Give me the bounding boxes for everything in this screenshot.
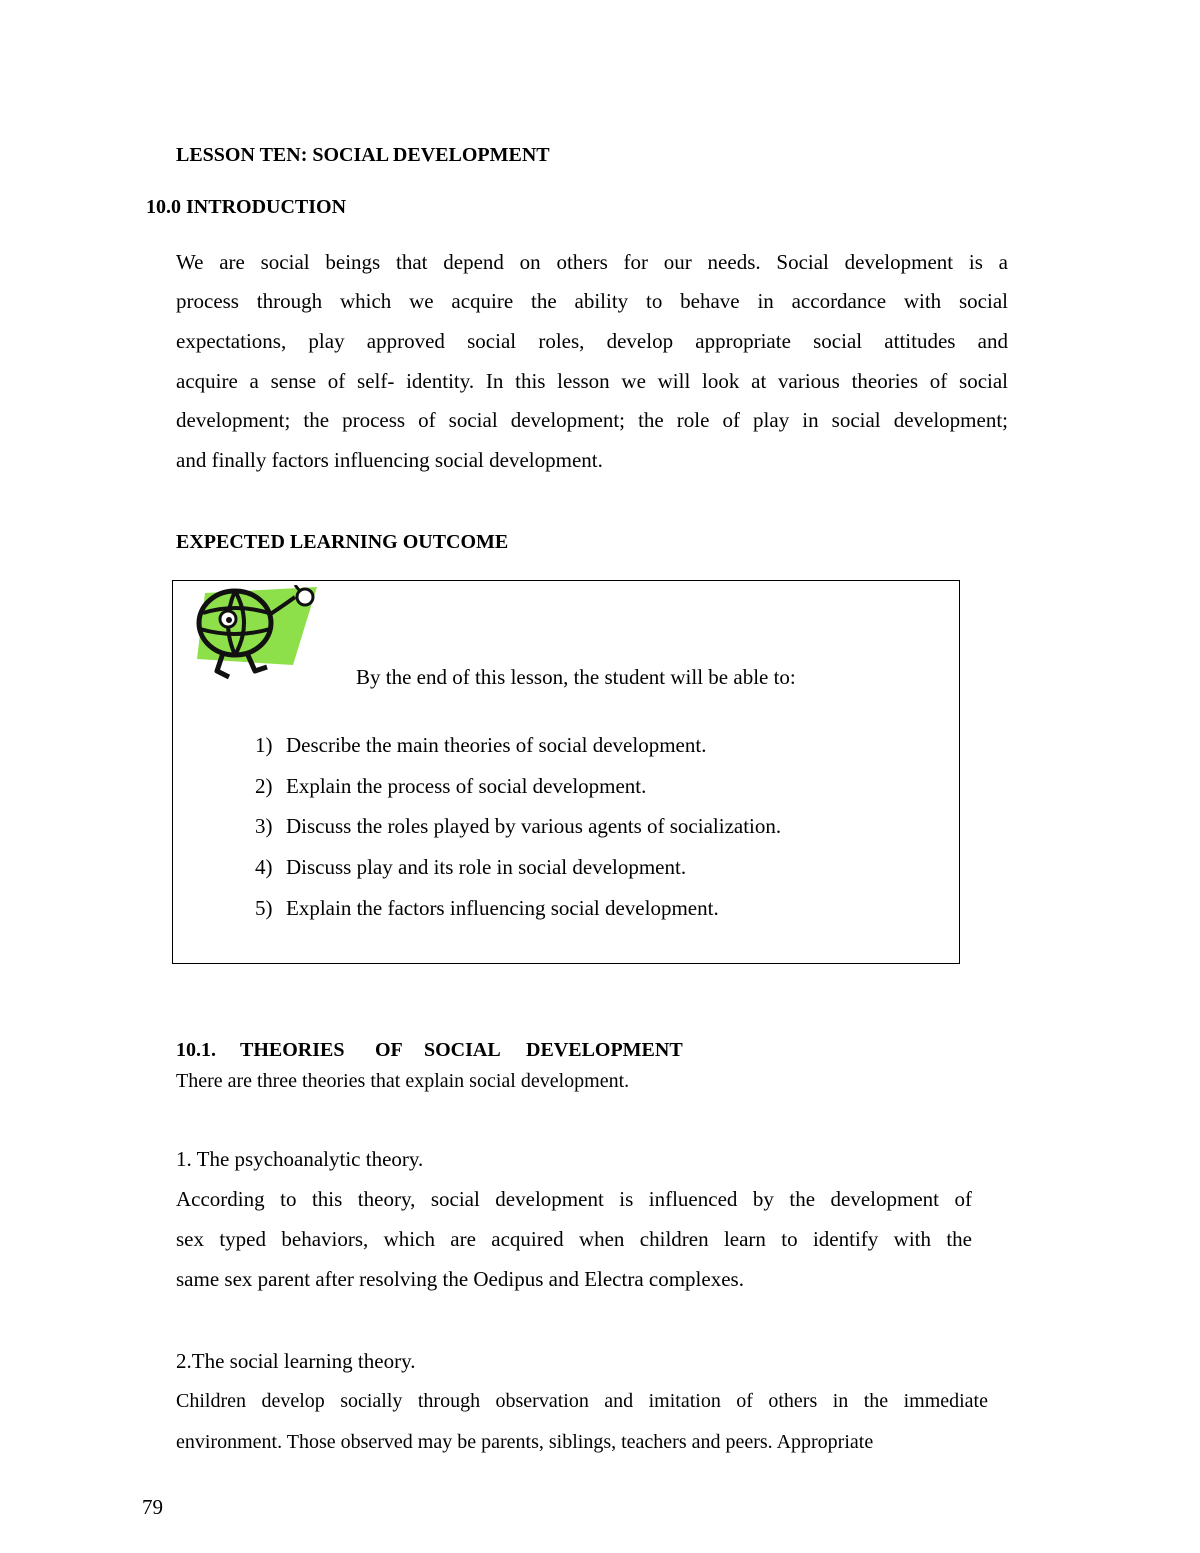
intro-line: acquire a sense of self- identity. In this lesson we will look at various theories of social [176,369,1008,393]
outcome-text: Discuss the roles played by various agents of socialization. [286,814,782,838]
social-learning-line: environment. Those observed may be parents, siblings, teachers and peers. Appropriate [176,1431,874,1453]
intro-line: expectations, play approved social roles, develop appropriate social attitudes and [176,329,1008,353]
mascot-hand [297,589,313,605]
outcome-item [255,733,955,759]
outcome-text: Explain the factors influencing social development. [286,896,719,920]
intro-line: development; the process of social development; the role of play in social development; [176,408,1008,432]
outcome-text: Explain the process of social development. [286,774,647,798]
psychoanalytic-line: sex typed behaviors, which are acquired when children learn to identify with the [176,1227,972,1251]
theories-heading-number: 10.1. [176,1039,216,1061]
outcome-number: 1) [255,733,273,757]
outcome-number: 3) [255,814,273,838]
outcomes-lead: By the end of this lesson, the student will be able to: [356,665,796,689]
globe-mascot-icon [195,585,325,685]
theories-heading-word: OF [375,1039,403,1061]
intro-heading: 10.0 INTRODUCTION [146,196,347,218]
outcome-item [255,896,955,922]
intro-line: and finally factors influencing social development. [176,448,603,472]
outcome-item [255,855,955,881]
outcomes-heading: EXPECTED LEARNING OUTCOME [176,531,509,553]
psychoanalytic-line: According to this theory, social development is influenced by the development of [176,1187,972,1211]
psychoanalytic-line: same sex parent after resolving the Oedipus and Electra complexes. [176,1267,744,1291]
social-learning-title: 2.The social learning theory. [176,1349,416,1373]
outcome-item [255,774,955,800]
outcome-item [255,814,955,840]
theories-intro: There are three theories that explain social development. [176,1070,630,1092]
theories-heading-word: THEORIES [240,1039,345,1061]
social-learning-line: Children develop socially through observation and imitation of others in the immediate [176,1390,988,1412]
lesson-title: LESSON TEN: SOCIAL DEVELOPMENT [176,144,550,166]
theories-heading [176,1038,216,1062]
outcome-number: 5) [255,896,273,920]
outcome-number: 4) [255,855,273,879]
intro-line: We are social beings that depend on others for our needs. Social development is a [176,250,1008,274]
theories-heading-word: DEVELOPMENT [526,1039,683,1061]
outcome-text: Discuss play and its role in social development. [286,855,687,879]
theories-heading-word: SOCIAL [424,1039,501,1061]
psychoanalytic-title: 1. The psychoanalytic theory. [176,1147,424,1171]
intro-line: process through which we acquire the ability to behave in accordance with social [176,289,1008,313]
outcome-number: 2) [255,774,273,798]
page-number: 79 [142,1495,163,1519]
outcome-text: Describe the main theories of social development. [286,733,707,757]
